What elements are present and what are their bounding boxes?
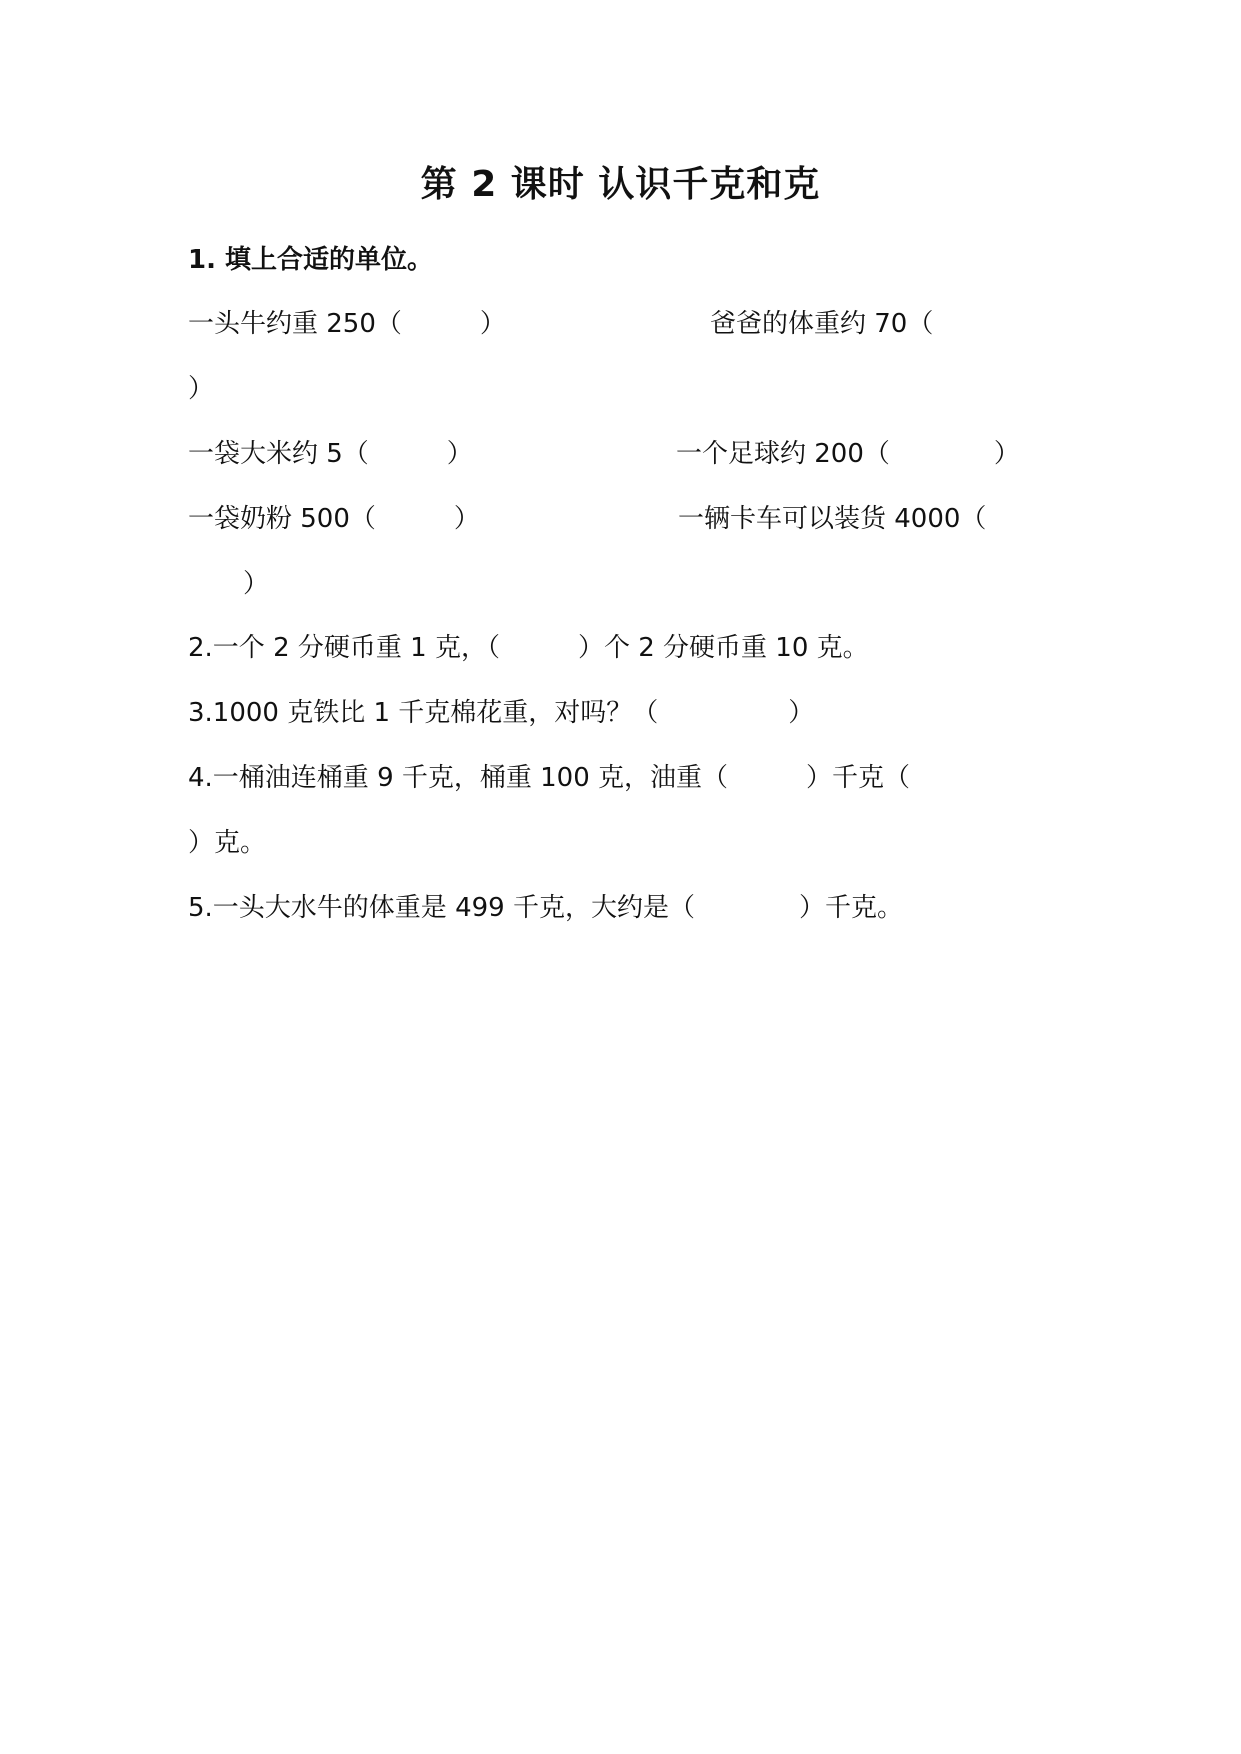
question-1-item-truck: 一辆卡车可以装货 4000（	[678, 504, 987, 534]
question-1-item-football: 一个足球约 200（ ）	[676, 439, 1020, 469]
question-3: 3.1000 克铁比 1 千克棉花重，对吗？（ ）	[188, 698, 815, 728]
page-title: 第 2 课时 认识千克和克	[420, 164, 821, 205]
question-1-heading: 1. 填上合适的单位。	[188, 245, 434, 275]
question-1-item-rice: 一袋大米约 5（ ）	[188, 439, 473, 469]
question-4-line-2: ）克。	[188, 828, 267, 858]
question-1-item-father: 爸爸的体重约 70（	[710, 309, 934, 339]
question-1-item-cow: 一头牛约重 250（ ）	[188, 309, 506, 339]
question-1-item-milk-powder: 一袋奶粉 500（ ）	[188, 504, 480, 534]
question-4-line-1: 4.一桶油连桶重 9 千克，桶重 100 克，油重（ ）千克（	[188, 763, 911, 793]
question-2: 2.一个 2 分硬币重 1 克，（ ）个 2 分硬币重 10 克。	[188, 633, 869, 663]
question-1-item-father-cont: ）	[188, 374, 215, 404]
question-5: 5.一头大水牛的体重是 499 千克，大约是（ ）千克。	[188, 893, 903, 923]
question-1-item-truck-cont: ）	[243, 569, 270, 599]
